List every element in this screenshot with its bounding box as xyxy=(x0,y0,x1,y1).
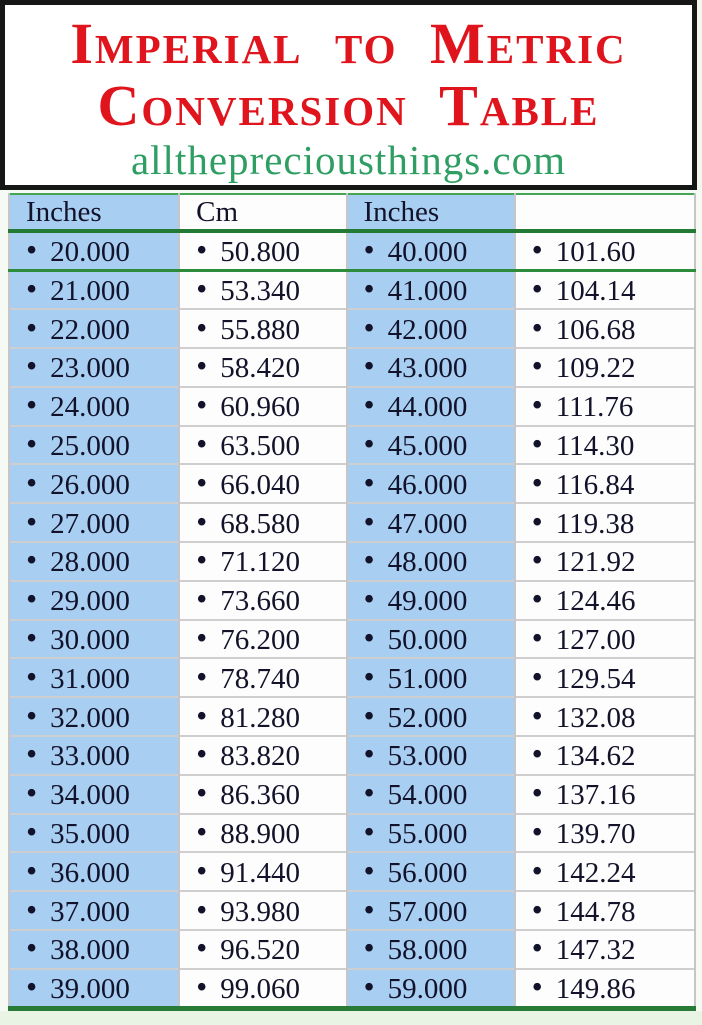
bullet-icon: • xyxy=(26,658,38,694)
table-row xyxy=(9,348,695,387)
bullet-icon: • xyxy=(363,581,375,617)
bullet-icon: • xyxy=(26,891,38,927)
bullet-icon: • xyxy=(363,736,375,772)
inches-cell: • 45.000 xyxy=(347,426,515,465)
bullet-icon: • xyxy=(363,271,375,307)
cm-cell: • 109.22 xyxy=(515,348,695,387)
inches-cell: • 52.000 xyxy=(347,697,515,736)
bullet-icon: • xyxy=(531,852,543,888)
website-text: allthepreciousthings.com xyxy=(130,137,567,183)
inches-cell: • 31.000 xyxy=(9,658,179,697)
table-row xyxy=(9,271,695,310)
table-row xyxy=(9,231,695,271)
cm-cell: • 129.54 xyxy=(515,658,695,697)
bullet-icon: • xyxy=(531,348,543,384)
bullet-icon: • xyxy=(26,968,38,1004)
bullet-icon: • xyxy=(363,232,375,267)
bullet-icon: • xyxy=(531,503,543,539)
bullet-icon: • xyxy=(196,309,208,345)
bullet-icon: • xyxy=(196,697,208,733)
cm-cell: • 119.38 xyxy=(515,503,695,542)
inches-cell: • 33.000 xyxy=(9,736,179,775)
inches-cell: • 59.000 xyxy=(347,969,515,1009)
inches-cell: • 28.000 xyxy=(9,542,179,581)
cm-cell: • 101.60 xyxy=(515,231,695,271)
table-row xyxy=(9,620,695,659)
bullet-icon: • xyxy=(531,232,543,267)
table-header xyxy=(9,194,695,231)
inches-cell: • 30.000 xyxy=(9,620,179,659)
bullet-icon: • xyxy=(531,581,543,617)
bullet-icon: • xyxy=(196,814,208,850)
bullet-icon: • xyxy=(26,464,38,500)
bullet-icon: • xyxy=(363,891,375,927)
cm-cell: • 104.14 xyxy=(515,271,695,310)
inches-cell: • 26.000 xyxy=(9,464,179,503)
cm-cell: • 63.500 xyxy=(179,426,346,465)
bullet-icon: • xyxy=(26,271,38,307)
bullet-icon: • xyxy=(26,620,38,656)
bullet-icon: • xyxy=(26,232,38,267)
bullet-icon: • xyxy=(26,503,38,539)
inches-cell: • 38.000 xyxy=(9,930,179,969)
bullet-icon: • xyxy=(196,852,208,888)
bullet-icon: • xyxy=(26,348,38,384)
cm-cell: • 139.70 xyxy=(515,814,695,853)
bullet-icon: • xyxy=(531,309,543,345)
cm-cell: • 96.520 xyxy=(179,930,346,969)
table-row xyxy=(9,581,695,620)
bullet-icon: • xyxy=(363,814,375,850)
inches-cell: • 53.000 xyxy=(347,736,515,775)
inches-cell: • 20.000 xyxy=(9,231,179,271)
cm-cell: • 114.30 xyxy=(515,426,695,465)
bullet-icon: • xyxy=(26,930,38,966)
bullet-icon: • xyxy=(26,736,38,772)
bullet-icon: • xyxy=(26,426,38,462)
table-row xyxy=(9,969,695,1009)
cm-cell: • 78.740 xyxy=(179,658,346,697)
cm-cell: • 81.280 xyxy=(179,697,346,736)
inches-cell: • 27.000 xyxy=(9,503,179,542)
bullet-icon: • xyxy=(196,426,208,462)
table-row xyxy=(9,426,695,465)
inches-cell: • 56.000 xyxy=(347,852,515,891)
bullet-icon: • xyxy=(363,542,375,578)
bullet-icon: • xyxy=(531,271,543,307)
cm-cell: • 53.340 xyxy=(179,271,346,310)
bullet-icon: • xyxy=(531,620,543,656)
bullet-icon: • xyxy=(363,930,375,966)
bullet-icon: • xyxy=(196,348,208,384)
bullet-icon: • xyxy=(196,271,208,307)
cm-cell: • 66.040 xyxy=(179,464,346,503)
bullet-icon: • xyxy=(196,736,208,772)
inches-cell: • 32.000 xyxy=(9,697,179,736)
bullet-icon: • xyxy=(26,852,38,888)
inches-cell: • 57.000 xyxy=(347,891,515,930)
cm-cell: • 124.46 xyxy=(515,581,695,620)
bullet-icon: • xyxy=(531,658,543,694)
page-title-line-1: Imperial to Metric xyxy=(70,11,627,76)
inches-cell: • 36.000 xyxy=(9,852,179,891)
cm-cell: • 116.84 xyxy=(515,464,695,503)
bullet-icon: • xyxy=(363,387,375,423)
bottom-green-strip xyxy=(0,1011,702,1025)
inches-cell: • 23.000 xyxy=(9,348,179,387)
bullet-icon: • xyxy=(196,542,208,578)
cm-cell: • 58.420 xyxy=(179,348,346,387)
inches-cell: • 42.000 xyxy=(347,309,515,348)
inches-cell: • 51.000 xyxy=(347,658,515,697)
bullet-icon: • xyxy=(196,775,208,811)
cm-cell: • 142.24 xyxy=(515,852,695,891)
bullet-icon: • xyxy=(26,581,38,617)
cm-cell: • 55.880 xyxy=(179,309,346,348)
bullet-icon: • xyxy=(531,542,543,578)
inches-cell: • 35.000 xyxy=(9,814,179,853)
inches-cell: • 34.000 xyxy=(9,775,179,814)
cm-cell: • 91.440 xyxy=(179,852,346,891)
cm-cell: • 93.980 xyxy=(179,891,346,930)
header-row xyxy=(9,194,695,231)
column-header-cm-left: Cm xyxy=(179,194,346,231)
bullet-icon: • xyxy=(26,542,38,578)
column-header-cm-right xyxy=(515,194,695,231)
bullet-icon: • xyxy=(363,464,375,500)
inches-cell: • 49.000 xyxy=(347,581,515,620)
table-row xyxy=(9,891,695,930)
bullet-icon: • xyxy=(26,697,38,733)
inches-cell: • 24.000 xyxy=(9,387,179,426)
cm-cell: • 86.360 xyxy=(179,775,346,814)
bullet-icon: • xyxy=(196,503,208,539)
table-body xyxy=(9,231,695,1008)
table-row xyxy=(9,775,695,814)
conversion-table xyxy=(8,193,696,1011)
inches-cell: • 25.000 xyxy=(9,426,179,465)
bullet-icon: • xyxy=(363,697,375,733)
inches-cell: • 40.000 xyxy=(347,231,515,271)
inches-cell: • 48.000 xyxy=(347,542,515,581)
bullet-icon: • xyxy=(196,930,208,966)
bullet-icon: • xyxy=(531,930,543,966)
bullet-icon: • xyxy=(196,232,208,267)
bullet-icon: • xyxy=(531,464,543,500)
bullet-icon: • xyxy=(531,891,543,927)
cm-cell: • 147.32 xyxy=(515,930,695,969)
inches-cell: • 29.000 xyxy=(9,581,179,620)
cm-cell: • 50.800 xyxy=(179,231,346,271)
cm-cell: • 127.00 xyxy=(515,620,695,659)
inches-cell: • 55.000 xyxy=(347,814,515,853)
table-row xyxy=(9,736,695,775)
table-row xyxy=(9,814,695,853)
inches-cell: • 50.000 xyxy=(347,620,515,659)
bullet-icon: • xyxy=(531,736,543,772)
cm-cell: • 71.120 xyxy=(179,542,346,581)
table-row xyxy=(9,697,695,736)
conversion-table-wrap xyxy=(0,190,702,1011)
table-row xyxy=(9,852,695,891)
bullet-icon: • xyxy=(363,426,375,462)
bullet-icon: • xyxy=(363,658,375,694)
cm-cell: • 99.060 xyxy=(179,969,346,1009)
inches-cell: • 54.000 xyxy=(347,775,515,814)
cm-cell: • 111.76 xyxy=(515,387,695,426)
bullet-icon: • xyxy=(196,620,208,656)
page-title-line-2: Conversion Table xyxy=(97,73,600,138)
inches-cell: • 46.000 xyxy=(347,464,515,503)
inches-cell: • 44.000 xyxy=(347,387,515,426)
cm-cell: • 149.86 xyxy=(515,969,695,1009)
inches-cell: • 58.000 xyxy=(347,930,515,969)
bullet-icon: • xyxy=(26,775,38,811)
cm-cell: • 144.78 xyxy=(515,891,695,930)
table-row xyxy=(9,542,695,581)
bullet-icon: • xyxy=(196,658,208,694)
inches-cell: • 43.000 xyxy=(347,348,515,387)
bullet-icon: • xyxy=(363,620,375,656)
cm-cell: • 134.62 xyxy=(515,736,695,775)
bullet-icon: • xyxy=(531,426,543,462)
bullet-icon: • xyxy=(196,387,208,423)
bullet-icon: • xyxy=(531,697,543,733)
bullet-icon: • xyxy=(26,387,38,423)
cm-cell: • 76.200 xyxy=(179,620,346,659)
column-header-inches-right: Inches xyxy=(347,194,515,231)
bullet-icon: • xyxy=(26,309,38,345)
column-header-inches-left: Inches xyxy=(9,194,179,231)
table-row xyxy=(9,309,695,348)
table-row xyxy=(9,503,695,542)
bullet-icon: • xyxy=(531,387,543,423)
cm-cell: • 121.92 xyxy=(515,542,695,581)
bullet-icon: • xyxy=(196,581,208,617)
title-box xyxy=(0,0,697,190)
bullet-icon: • xyxy=(196,464,208,500)
bullet-icon: • xyxy=(531,814,543,850)
cm-cell: • 132.08 xyxy=(515,697,695,736)
cm-cell: • 73.660 xyxy=(179,581,346,620)
cm-cell: • 137.16 xyxy=(515,775,695,814)
cm-cell: • 88.900 xyxy=(179,814,346,853)
table-row xyxy=(9,464,695,503)
cm-cell: • 60.960 xyxy=(179,387,346,426)
bullet-icon: • xyxy=(363,968,375,1004)
table-row xyxy=(9,930,695,969)
bullet-icon: • xyxy=(196,891,208,927)
inches-cell: • 37.000 xyxy=(9,891,179,930)
inches-cell: • 47.000 xyxy=(347,503,515,542)
bullet-icon: • xyxy=(531,968,543,1004)
bullet-icon: • xyxy=(363,852,375,888)
bullet-icon: • xyxy=(196,968,208,1004)
cm-cell: • 106.68 xyxy=(515,309,695,348)
inches-cell: • 41.000 xyxy=(347,271,515,310)
inches-cell: • 21.000 xyxy=(9,271,179,310)
bullet-icon: • xyxy=(363,348,375,384)
bullet-icon: • xyxy=(363,775,375,811)
cm-cell: • 68.580 xyxy=(179,503,346,542)
bullet-icon: • xyxy=(363,503,375,539)
table-row xyxy=(9,658,695,697)
cm-cell: • 83.820 xyxy=(179,736,346,775)
bullet-icon: • xyxy=(363,309,375,345)
inches-cell: • 39.000 xyxy=(9,969,179,1009)
bullet-icon: • xyxy=(26,814,38,850)
table-row xyxy=(9,387,695,426)
bullet-icon: • xyxy=(531,775,543,811)
inches-cell: • 22.000 xyxy=(9,309,179,348)
